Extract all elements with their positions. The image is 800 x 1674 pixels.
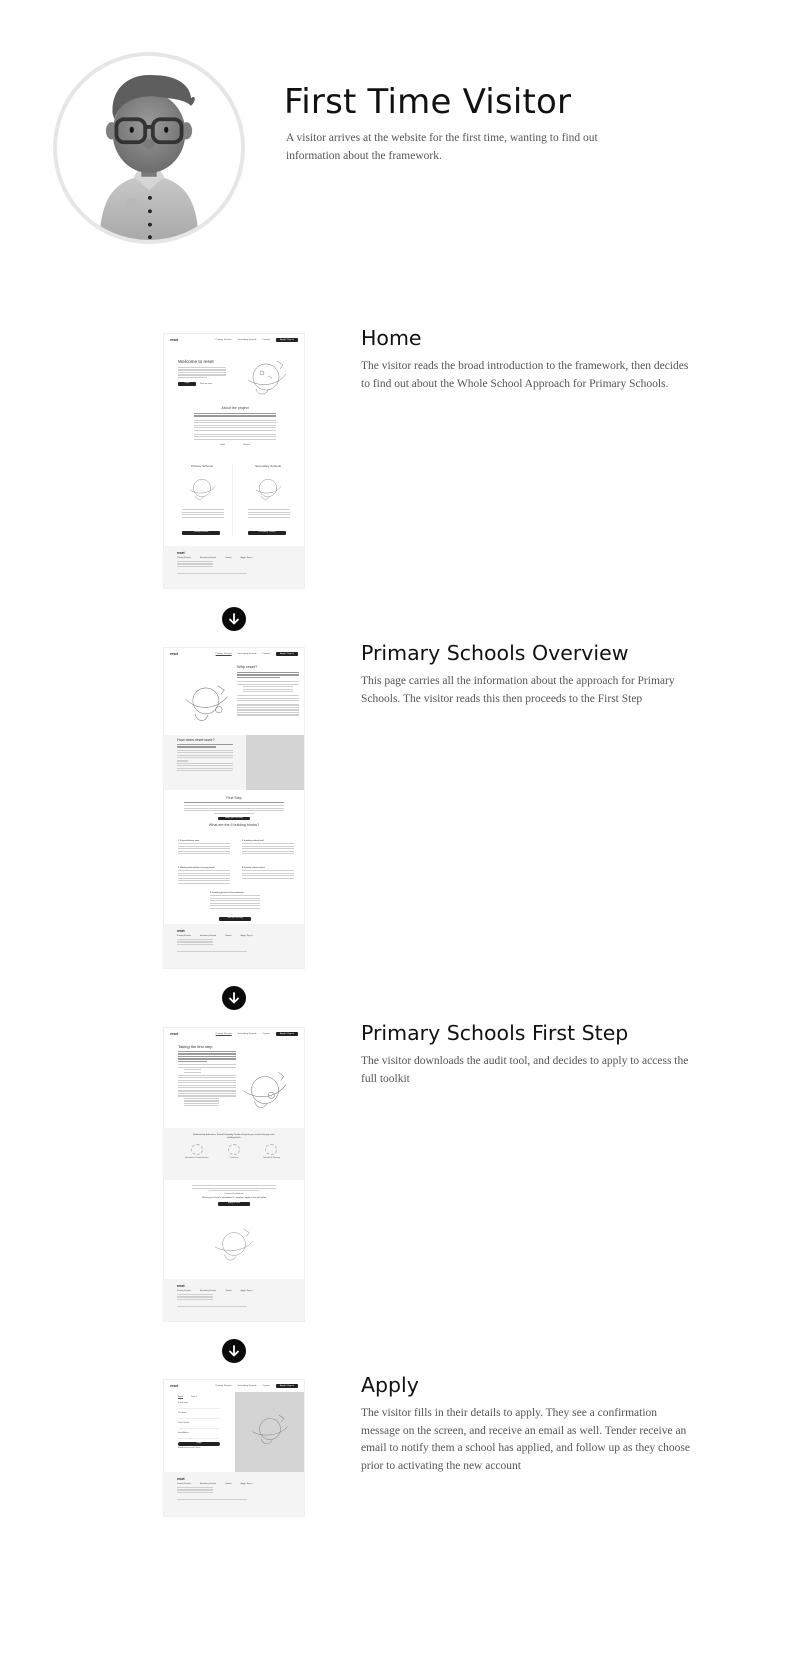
thumb-toolkit-section xyxy=(164,1128,304,1180)
thumb-feature-label: Information & Communication xyxy=(184,1157,209,1159)
thumb-footer-link: Apply / Sign in xyxy=(240,1290,253,1292)
thumb-field-label: Email Address xyxy=(178,1432,189,1434)
thumb-nav-contact: Contact xyxy=(262,653,271,655)
thumb-field-input xyxy=(178,1434,220,1439)
thumb-apply-button: Apply / Sign in xyxy=(276,1032,298,1036)
step-description-home: The visitor reads the broad introduction to the framework, then decides to find out about the Whole School Approach for Primary Schools. xyxy=(361,360,689,390)
thumb-logo: reset xyxy=(170,338,179,342)
thumb-apply-button: Apply / Sign in xyxy=(276,652,298,656)
sketch-illustration-icon xyxy=(240,1068,290,1112)
thumb-apply-section xyxy=(192,1184,276,1206)
persona-avatar xyxy=(53,52,245,244)
first-step-page-thumbnail[interactable] xyxy=(163,1027,305,1322)
apply-page-thumbnail[interactable] xyxy=(163,1379,305,1517)
thumb-feature-label: Curriculum xyxy=(229,1157,239,1159)
thumb-footer-link: Contact xyxy=(225,1290,232,1292)
thumb-footer-link: Apply / Sign in xyxy=(240,1483,253,1485)
thumb-nav xyxy=(164,1380,304,1392)
arrow-down-circle-icon xyxy=(222,607,246,631)
step-title-apply: Apply xyxy=(361,1373,419,1397)
arrow-down-circle-icon xyxy=(222,986,246,1010)
thumb-feature xyxy=(220,1144,248,1159)
thumb-nav-primary: Primary Schools xyxy=(215,653,232,655)
step-title-home: Home xyxy=(361,326,422,350)
thumb-field-input xyxy=(178,1404,220,1409)
thumb-how-section xyxy=(164,735,246,790)
thumb-block-title: 2. Involving school staff xyxy=(242,840,264,842)
thumb-footer-link: Primary Schools xyxy=(177,1290,191,1292)
thumb-logo: reset xyxy=(170,1384,179,1388)
home-page-thumbnail[interactable] xyxy=(163,333,305,589)
thumb-footer-link: Secondary Schools xyxy=(199,1483,217,1485)
thumb-taking-first-step xyxy=(178,1044,236,1108)
thumb-field-label: Your Name xyxy=(178,1412,187,1414)
thumb-block-1 xyxy=(178,840,230,856)
sketch-illustration-icon xyxy=(249,1410,291,1448)
thumb-block-title: 1. Project delivery team xyxy=(178,840,200,842)
sketch-illustration-icon xyxy=(242,356,290,398)
thumb-nav-secondary: Secondary Schools xyxy=(237,1385,257,1387)
thumb-secondary-button: Secondary Schools xyxy=(248,531,286,535)
thumb-footer-logo: reset xyxy=(177,929,185,933)
thumb-apply-prompt: When your school's foundation is complete, apply to the full toolkit xyxy=(202,1197,266,1200)
thumb-field-label: School Name xyxy=(178,1402,189,1404)
thumb-about xyxy=(194,406,276,446)
thumb-download-link: Download the audit tool xyxy=(224,1193,244,1196)
thumb-footer xyxy=(164,1472,304,1516)
thumb-tab-apply: Apply xyxy=(178,1396,184,1398)
thumb-apply-to-reset-button: Apply to reset xyxy=(218,1202,250,1206)
thumb-blocks-heading: What are the 5 building blocks? xyxy=(208,823,260,828)
arrow-down-circle-icon xyxy=(222,1339,246,1363)
thumb-take-first-step-button: Take the first step xyxy=(219,917,251,921)
primary-overview-page-thumbnail[interactable] xyxy=(163,647,305,969)
thumb-nav-primary: Primary Schools xyxy=(215,339,232,341)
thumb-footer-logo: reset xyxy=(177,551,185,555)
thumb-block-title: 5. Involving parents & the community xyxy=(210,892,244,894)
thumb-footer-logo: reset xyxy=(177,1477,185,1481)
thumb-block-title: 4. Positive school culture xyxy=(242,867,265,869)
thumb-footer-link: Apply / Sign in xyxy=(240,557,253,559)
thumb-hero-heading: Welcome to reset xyxy=(178,359,214,364)
thumb-begin-button: Begin your first step xyxy=(218,817,250,821)
thumb-footer-link: Primary Schools xyxy=(177,557,191,559)
thumb-logo: reset xyxy=(170,1032,179,1036)
thumb-feature xyxy=(257,1144,285,1159)
thumb-apply-button: Apply / Sign in xyxy=(276,1384,298,1388)
thumb-footer-link: Secondary Schools xyxy=(199,1290,217,1292)
sketch-illustration-icon xyxy=(210,1224,258,1264)
thumb-card-secondary-heading: Secondary Schools xyxy=(255,464,281,468)
thumb-footer-link: Primary Schools xyxy=(177,935,191,937)
thumb-footer-link: Secondary Schools xyxy=(199,557,217,559)
thumb-nav-contact: Contact xyxy=(262,1033,271,1035)
thumb-footer-logo: reset xyxy=(177,1284,185,1288)
step-description-first-step: The visitor downloads the audit tool, and decides to apply to access the full toolkit xyxy=(361,1055,689,1085)
thumb-toolkit-intro: Relationship Education: School's Equality Toolkit will guide your school through each building block xyxy=(193,1134,275,1139)
sketch-illustration-icon xyxy=(182,678,234,726)
step-title-primary-overview: Primary Schools Overview xyxy=(361,641,629,665)
thumb-nav xyxy=(164,334,304,346)
thumb-first-step xyxy=(184,796,284,827)
thumb-footer-link: Primary Schools xyxy=(177,1483,191,1485)
thumb-tab-sign-in: Sign in xyxy=(191,1396,198,1398)
thumb-footer-link: Contact xyxy=(225,557,232,559)
thumb-nav-contact: Contact xyxy=(262,1385,271,1387)
thumb-block-4 xyxy=(242,867,294,880)
thumb-footer-link: Apply / Sign in xyxy=(240,935,253,937)
thumb-card-primary-heading: Primary Schools xyxy=(191,464,213,468)
thumb-about-heading: About the project xyxy=(221,406,249,410)
thumb-nav-secondary: Secondary Schools xyxy=(237,653,257,655)
thumb-field-label: Phone Number xyxy=(178,1422,190,1424)
thumb-nav-secondary: Secondary Schools xyxy=(237,339,257,341)
thumb-why xyxy=(237,664,299,717)
thumb-website-link: Website xyxy=(243,443,251,446)
thumb-card-secondary xyxy=(238,464,298,536)
thumb-apply-button: Apply / Sign in xyxy=(276,338,298,342)
thumb-logo: reset xyxy=(170,652,179,656)
thumb-footer xyxy=(164,1279,304,1321)
thumb-login-button: Login xyxy=(178,382,196,386)
thumb-hero xyxy=(178,359,226,386)
thumb-nav xyxy=(164,648,304,660)
thumb-image-placeholder xyxy=(235,1392,304,1472)
thumb-first-step-heading: First Step xyxy=(226,796,242,800)
step-description-apply: The visitor fills in their details to apply. They see a confirmation message on the screen, and receive an email as well. Tender receive an email to notify them a school has applied, and follow up as they choose prior to activating the new account xyxy=(361,1407,690,1472)
thumb-sign-in-note: Already have an account? Sign in xyxy=(178,1447,201,1449)
thumb-card-primary xyxy=(172,464,233,536)
thumb-nav-contact: Contact xyxy=(262,339,271,341)
thumb-block-3 xyxy=(178,867,230,885)
persona-title: First Time Visitor xyxy=(284,82,572,122)
thumb-apply-form xyxy=(178,1396,220,1449)
thumb-feature xyxy=(183,1144,211,1159)
person-avatar-icon xyxy=(57,56,241,240)
thumb-footer-link: Contact xyxy=(225,935,232,937)
sketch-illustration-icon xyxy=(252,474,284,502)
thumb-primary-button: Primary Schools xyxy=(182,531,220,535)
thumb-why-heading: Why reset? xyxy=(237,664,258,669)
thumb-block-2 xyxy=(242,840,294,856)
thumb-toolkit-link: Toolkit xyxy=(219,443,226,446)
sketch-illustration-icon xyxy=(186,474,218,502)
thumb-nav xyxy=(164,1028,304,1040)
thumb-field-input xyxy=(178,1414,220,1419)
thumb-nav-primary: Primary Schools xyxy=(215,1385,232,1387)
step-title-first-step: Primary Schools First Step xyxy=(361,1021,629,1045)
thumb-block-5 xyxy=(210,892,260,910)
thumb-submit-button: Apply xyxy=(178,1442,220,1446)
thumb-find-more-link: Find out more xyxy=(200,382,213,385)
thumb-how-heading: How does reset work? xyxy=(177,738,215,742)
thumb-footer-link: Contact xyxy=(225,1483,232,1485)
persona-description: A visitor arrives at the website for the first time, wanting to find out information about the framework. xyxy=(286,132,598,162)
thumb-field-input xyxy=(178,1424,220,1429)
thumb-block-title: 3. Working with children & young people xyxy=(178,867,215,869)
thumb-nav-primary: Primary Schools xyxy=(215,1033,232,1035)
thumb-footer-link: Secondary Schools xyxy=(199,935,217,937)
thumb-footer xyxy=(164,924,304,968)
thumb-nav-secondary: Secondary Schools xyxy=(237,1033,257,1035)
thumb-feature-label: Timetable & Planning xyxy=(262,1157,280,1159)
thumb-taking-heading: Taking the first step xyxy=(178,1044,213,1049)
thumb-image-placeholder xyxy=(246,735,304,790)
step-description-primary-overview: This page carries all the information about the approach for Primary Schools. The visitor reads this then proceeds to the First Step xyxy=(361,675,675,705)
thumb-footer xyxy=(164,546,304,588)
